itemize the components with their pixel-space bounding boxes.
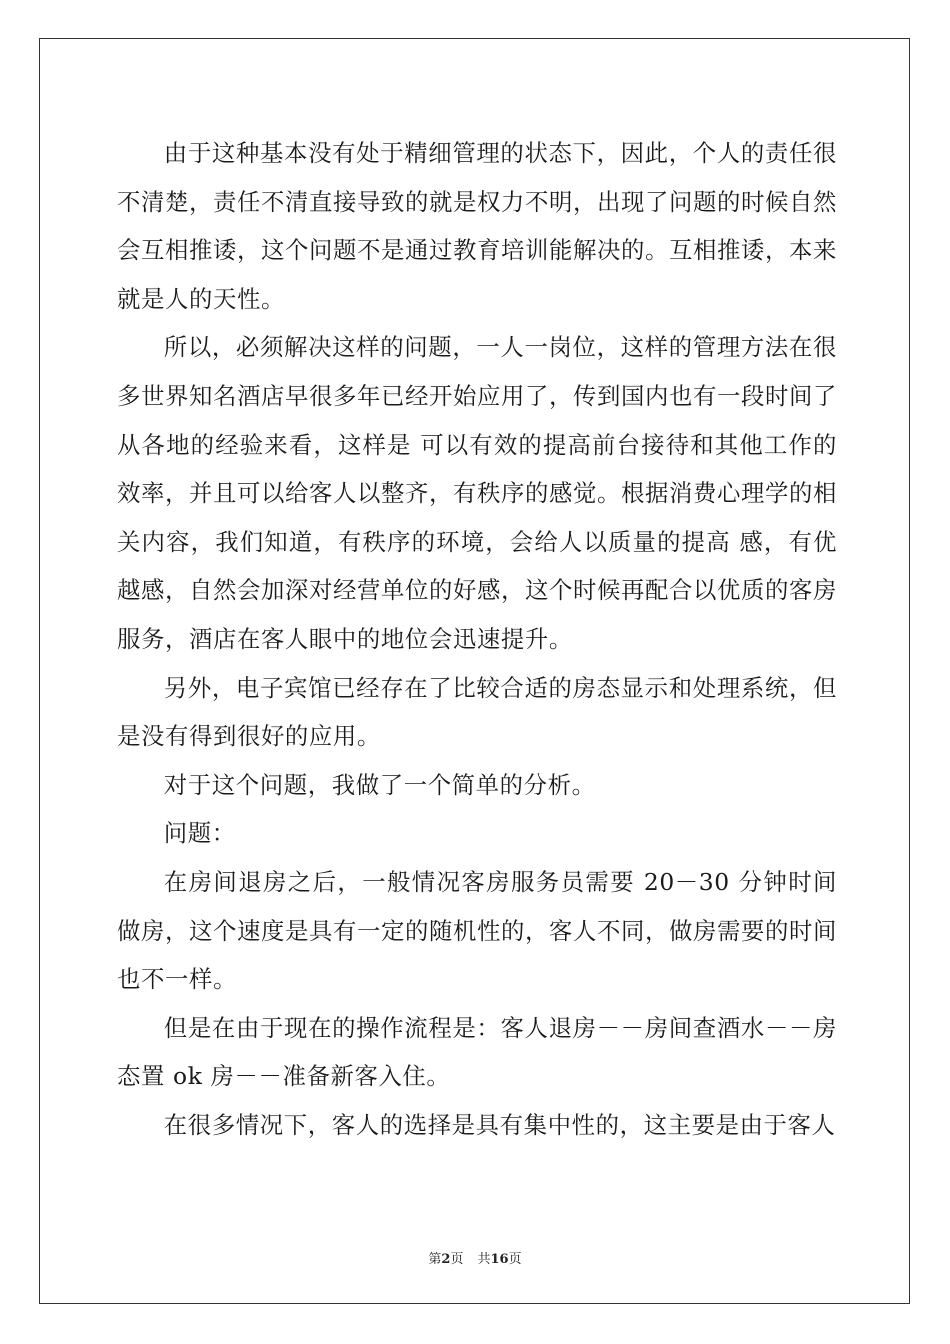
- paragraph-7: 但是在由于现在的操作流程是：客人退房－－房间查酒水－－房态置 ok 房－－准备新客入住。: [117, 1013, 837, 1091]
- paragraph-3: 另外，电子宾馆已经存在了比较合适的房态显示和处理系统，但是没有得到很好的应用。: [117, 673, 837, 751]
- paragraph-2: 所以，必须解决这样的问题，一人一岗位，这样的管理方法在很多世界知名酒店早很多年已经开始应用了，传到国内也有一段时间了从各地的经验来看，这样是 可以有效的提高前台接待和其他工作的效率，并且可以给客人以整齐，有秩序的感觉。根据消费心理学的相关内容，我们知道，有秩序的环境，会给人以质量的提高 感，有优越感，自然会加深对经营单位的好感，这个时候再配合以优质的客房服务，酒店在客人眼中的地位会迅速提升。: [117, 333, 837, 653]
- page-prefix: 第: [428, 1252, 442, 1267]
- total-suffix: 页: [508, 1252, 522, 1267]
- document-body: [117, 129, 837, 1149]
- paragraph-1: 由于这种基本没有处于精细管理的状态下，因此，个人的责任很不清楚，责任不清直接导致的就是权力不明，出现了问题的时候自然会互相推诿，这个问题不是通过教育培训能解决的。互相推诿，本来就是人的天性。: [117, 139, 837, 313]
- paragraph-8: 在很多情况下，客人的选择是具有集中性的，这主要是由于客人: [163, 1110, 836, 1139]
- page-suffix: 页: [450, 1252, 464, 1267]
- page-number: 2: [441, 1252, 451, 1267]
- total-pages: 16: [490, 1252, 509, 1267]
- paragraph-5: 问题：: [163, 819, 236, 848]
- paragraph-6: 在房间退房之后，一般情况客房服务员需要 20－30 分钟时间做房，这个速度是具有一定的随机性的，客人不同，做房需要的时间也不一样。: [117, 867, 837, 994]
- paragraph-4: 对于这个问题，我做了一个简单的分析。: [163, 770, 596, 799]
- total-prefix: 共: [477, 1252, 491, 1267]
- page-footer: [0, 1248, 950, 1267]
